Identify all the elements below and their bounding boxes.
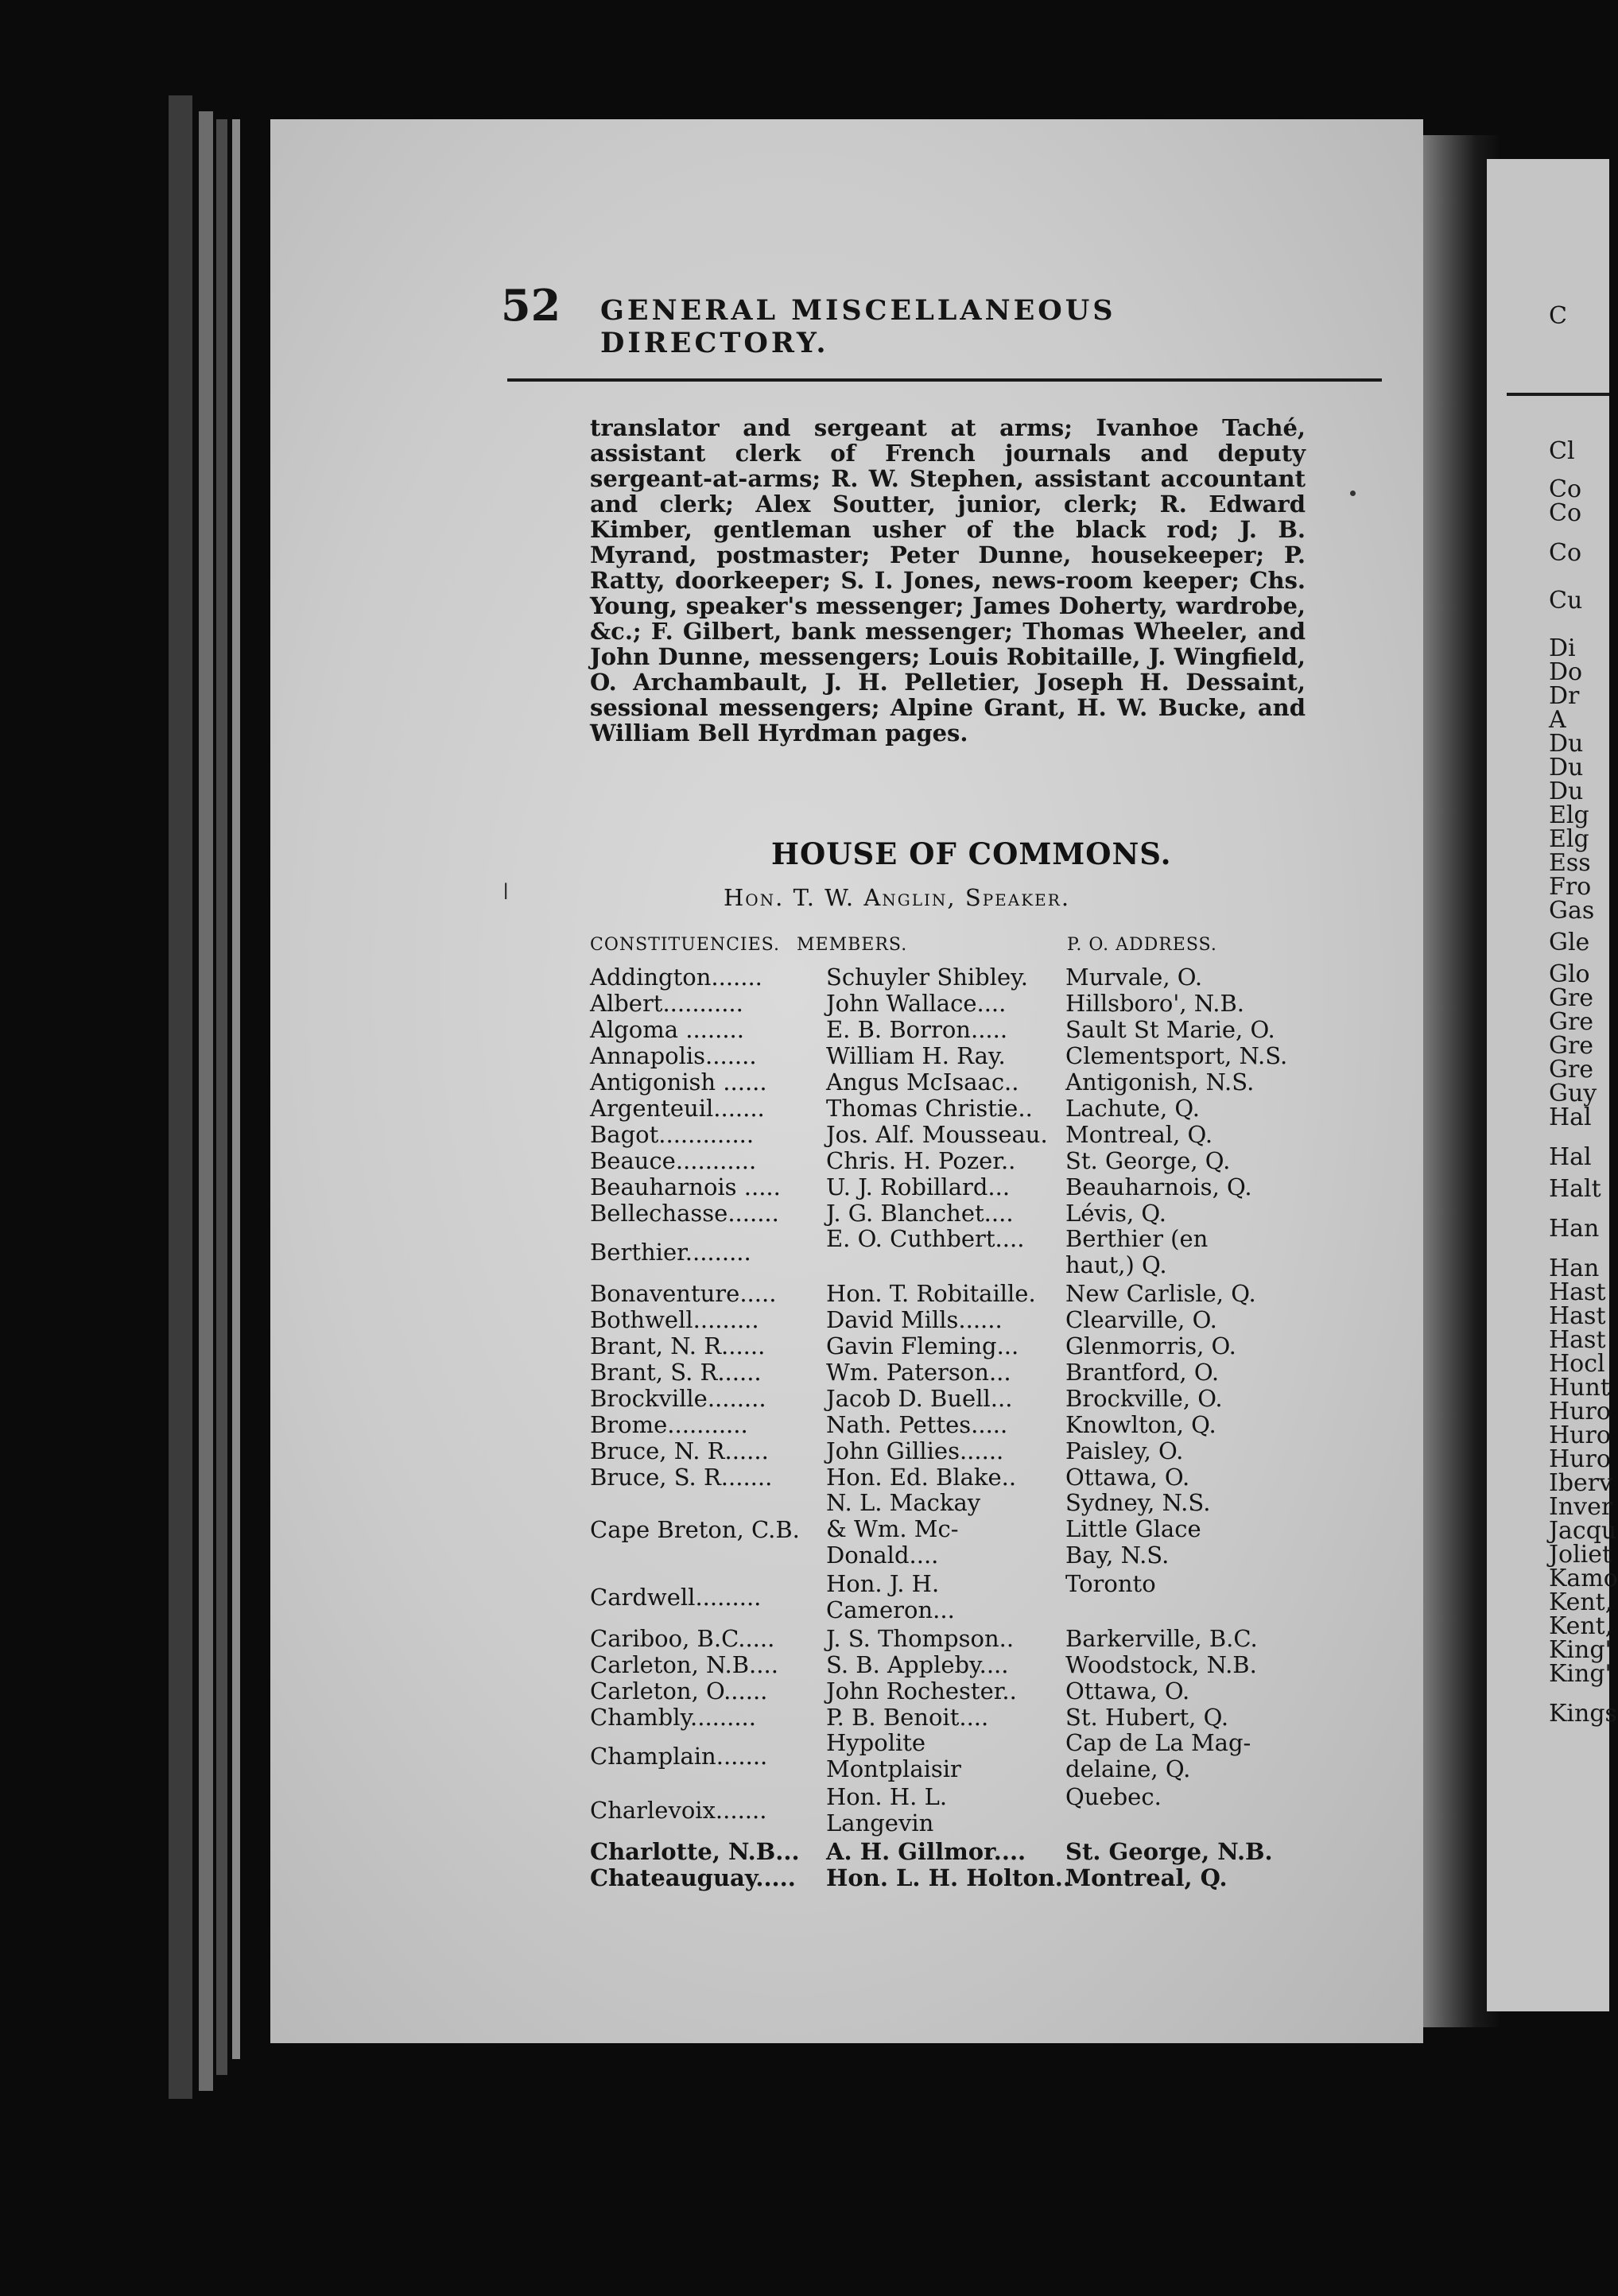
constituency-cell: Carleton, O......	[590, 1677, 768, 1705]
facing-page-fragment: Halt	[1549, 1175, 1601, 1203]
facing-page-fragment: Huro	[1549, 1421, 1611, 1449]
table-row	[590, 1121, 1306, 1147]
member-cell: Angus McIsaac..	[826, 1068, 1019, 1096]
facing-page-fragment: King'	[1549, 1660, 1612, 1688]
address-cell: New Carlisle, Q.	[1065, 1280, 1256, 1307]
column-header-constituencies: CONSTITUENCIES.	[590, 935, 780, 955]
ink-dot	[1350, 491, 1356, 496]
constituency-cell: Algoma ........	[590, 1016, 744, 1043]
table-row	[590, 1571, 1306, 1625]
facing-page-fragment: Hal	[1549, 1103, 1592, 1131]
facing-page-fragment: Hal	[1549, 1143, 1592, 1171]
address-cell: Beauharnois, Q.	[1065, 1173, 1252, 1200]
column-header-address: P. O. ADDRESS.	[1067, 935, 1217, 955]
table-row	[590, 1784, 1306, 1838]
constituency-cell: Addington.......	[590, 964, 762, 991]
section-title: HOUSE OF COMMONS.	[771, 836, 1172, 871]
member-cell: Jos. Alf. Mousseau.	[826, 1121, 1048, 1148]
facing-page-fragment: Inver	[1549, 1493, 1613, 1521]
facing-page-fragment: Co	[1549, 499, 1582, 527]
address-cell: Antigonish, N.S.	[1065, 1068, 1255, 1096]
table-row	[590, 1385, 1306, 1411]
table-row	[590, 1068, 1306, 1095]
address-cell: Sault St Marie, O.	[1065, 1016, 1275, 1043]
facing-page-fragment: Cl	[1549, 437, 1575, 465]
book-edge	[169, 95, 192, 2099]
constituency-cell: Bellechasse.......	[590, 1200, 779, 1227]
constituency-cell: Brant, S. R......	[590, 1359, 762, 1386]
table-row	[590, 1332, 1306, 1359]
facing-page-fragment: Gas	[1549, 897, 1595, 925]
running-head: GENERAL MISCELLANEOUS DIRECTORY.	[600, 294, 1116, 359]
member-cell: Hon. J. H. Cameron...	[826, 1570, 955, 1623]
address-cell: Montreal, Q.	[1065, 1864, 1228, 1891]
member-cell: Hon. H. L. Langevin	[826, 1783, 948, 1836]
facing-page-fragment: Hast	[1549, 1326, 1606, 1354]
address-cell: St. George, N.B.	[1065, 1838, 1273, 1865]
member-cell: David Mills......	[826, 1306, 1003, 1333]
facing-page-fragment: Gre	[1549, 984, 1594, 1012]
table-row	[590, 1147, 1306, 1173]
facing-page-fragment: Du	[1549, 778, 1584, 805]
table-row	[590, 1095, 1306, 1121]
constituency-cell: Bruce, N. R......	[590, 1437, 769, 1464]
table-row	[590, 1280, 1306, 1306]
member-cell: John Rochester..	[826, 1677, 1017, 1705]
member-cell: S. B. Appleby....	[826, 1651, 1009, 1678]
facing-page-fragment: Du	[1549, 730, 1584, 758]
constituency-cell: Cariboo, B.C.....	[590, 1625, 775, 1652]
facing-page-fragment: King'	[1549, 1636, 1612, 1664]
facing-page-fragment: Han	[1549, 1215, 1600, 1243]
address-cell: Glenmorris, O.	[1065, 1332, 1236, 1359]
address-cell: Woodstock, N.B.	[1065, 1651, 1257, 1678]
table-header	[590, 935, 1290, 967]
table-row	[590, 1016, 1306, 1042]
member-cell: Hon. T. Robitaille.	[826, 1280, 1036, 1307]
address-cell: Quebec.	[1065, 1783, 1162, 1810]
facing-page-fragment: Do	[1549, 658, 1583, 686]
constituency-cell: Argenteuil.......	[590, 1095, 765, 1122]
address-cell: Lachute, Q.	[1065, 1095, 1200, 1122]
address-cell: Clementsport, N.S.	[1065, 1042, 1288, 1069]
constituency-cell: Bruce, S. R.......	[590, 1464, 773, 1491]
facing-page-rule	[1507, 393, 1609, 396]
member-cell: Jacob D. Buell...	[826, 1385, 1013, 1412]
facing-page-fragment: Huro	[1549, 1398, 1611, 1425]
constituency-cell: Chambly.........	[590, 1704, 756, 1731]
member-cell: Hon. Ed. Blake..	[826, 1464, 1017, 1491]
facing-page-fragment: Fro	[1549, 873, 1592, 901]
address-cell: Ottawa, O.	[1065, 1464, 1190, 1491]
member-cell: Hon. L. H. Holton..	[826, 1864, 1071, 1891]
facing-page-fragment: Gre	[1549, 1032, 1594, 1060]
table-row	[590, 1200, 1306, 1226]
facing-page-fragment: Ess	[1549, 849, 1591, 877]
constituency-cell: Chateauguay.....	[590, 1864, 796, 1891]
table-row	[590, 1704, 1306, 1730]
table-row	[590, 1411, 1306, 1437]
constituency-cell: Brome...........	[590, 1411, 748, 1438]
facing-page-fragment: Cu	[1549, 587, 1583, 615]
facing-page-fragment: Iberv	[1549, 1469, 1613, 1497]
facing-page-fragment: Guy	[1549, 1080, 1597, 1107]
facing-page-fragment: C	[1549, 302, 1567, 330]
member-cell: John Gillies......	[826, 1437, 1004, 1464]
facing-page-fragment: Dr	[1549, 682, 1580, 710]
constituency-cell: Beauce...........	[590, 1147, 757, 1174]
facing-page-fragment: Huro	[1549, 1445, 1611, 1473]
facing-page-fragment: Joliet	[1549, 1541, 1612, 1569]
facing-page-fragment: Hast	[1549, 1278, 1606, 1306]
table-row	[590, 1651, 1306, 1677]
member-cell: E. B. Borron.....	[826, 1016, 1008, 1043]
table-row	[590, 1625, 1306, 1651]
facing-page-fragment: Elg	[1549, 825, 1589, 853]
facing-page-fragment: Glo	[1549, 960, 1590, 988]
facing-page-fragment: Jacqu	[1549, 1517, 1617, 1545]
address-cell: Ottawa, O.	[1065, 1677, 1190, 1705]
book-edge	[199, 111, 213, 2091]
address-cell: Montreal, Q.	[1065, 1121, 1213, 1148]
address-cell: Knowlton, Q.	[1065, 1411, 1216, 1438]
member-cell: Thomas Christie..	[826, 1095, 1033, 1122]
address-cell: Lévis, Q.	[1065, 1200, 1166, 1227]
member-cell: J. S. Thompson..	[826, 1625, 1015, 1652]
column-header-members: MEMBERS.	[797, 935, 908, 955]
member-cell: P. B. Benoit....	[826, 1704, 989, 1731]
member-cell: A. H. Gillmor....	[826, 1838, 1026, 1865]
table-row	[590, 1490, 1306, 1571]
member-cell: N. L. Mackay & Wm. Mc- Donald....	[826, 1489, 981, 1569]
constituency-cell: Brockville........	[590, 1385, 766, 1412]
header-rule	[507, 378, 1382, 382]
address-cell: Murvale, O.	[1065, 964, 1203, 991]
constituency-cell: Cape Breton, C.B.	[590, 1516, 800, 1543]
address-cell: Sydney, N.S. Little Glace Bay, N.S.	[1065, 1489, 1211, 1569]
constituency-cell: Berthier.........	[590, 1239, 751, 1266]
constituency-cell: Bagot.............	[590, 1121, 755, 1148]
facing-page-fragment: Elg	[1549, 801, 1589, 829]
constituency-cell: Albert...........	[590, 990, 743, 1017]
constituency-cell: Champlain.......	[590, 1743, 768, 1770]
facing-page-fragment: Di	[1549, 634, 1576, 662]
member-cell: Wm. Paterson...	[826, 1359, 1011, 1386]
member-cell: Nath. Pettes.....	[826, 1411, 1008, 1438]
book-edge	[232, 119, 240, 2059]
facing-page-fragment: A	[1549, 706, 1566, 734]
constituency-cell: Charlevoix.......	[590, 1797, 767, 1824]
address-cell: Clearville, O.	[1065, 1306, 1217, 1333]
facing-page-fragment: Han	[1549, 1255, 1600, 1282]
member-cell: Hypolite Montplaisir	[826, 1729, 961, 1782]
member-cell: Schuyler Shibley.	[826, 964, 1028, 991]
constituency-cell: Carleton, N.B....	[590, 1651, 778, 1678]
address-cell: Toronto	[1065, 1570, 1156, 1597]
constituency-cell: Cardwell.........	[590, 1584, 762, 1611]
member-cell: U. J. Robillard...	[826, 1173, 1011, 1200]
speaker-line: Hon. T. W. Anglin, Speaker.	[724, 884, 1071, 911]
facing-page-fragment: Kamo	[1549, 1565, 1618, 1592]
address-cell: Brockville, O.	[1065, 1385, 1223, 1412]
constituency-cell: Beauharnois .....	[590, 1173, 781, 1200]
facing-page-fragment: Kent,	[1549, 1612, 1613, 1640]
intro-paragraph: translator and sergeant at arms; Ivanhoe Taché, assistant clerk of French journals and deputy sergeant-at-arms; R. W. Stephen, assistant accountant and clerk; Alex Soutter, junior, clerk; R. Edward Kimber, gentleman usher of the black rod; J. B. Myrand, postmaster; Peter Dunne, housekeeper; P. Ratty, doorkeeper; S. I. Jones, news-room keeper; Chs. Young, speaker's messenger; James Doherty, wardrobe, &c.; F. Gilbert, bank messenger; Thomas Wheeler, and John Dunne, messengers; Louis Robitaille, J. Wingfield, O. Archambault, J. H. Pelletier, Joseph H. Dessaint, sessional messengers; Alpine Grant, H. W. Bucke, and William Bell Hyrdman pages.	[590, 414, 1306, 747]
page-number: 52	[501, 280, 561, 331]
table-row	[590, 1042, 1306, 1068]
table-row	[590, 1359, 1306, 1385]
constituency-cell: Charlotte, N.B...	[590, 1838, 800, 1865]
address-cell: Hillsboro', N.B.	[1065, 990, 1245, 1017]
constituency-cell: Antigonish ......	[590, 1068, 767, 1096]
member-cell: J. G. Blanchet....	[826, 1200, 1014, 1227]
constituency-cell: Annapolis.......	[590, 1042, 757, 1069]
constituency-cell: Brant, N. R......	[590, 1332, 766, 1359]
facing-page-fragment: Hunt	[1549, 1374, 1610, 1402]
table-row	[590, 1226, 1306, 1280]
member-cell: Gavin Fleming...	[826, 1332, 1019, 1359]
facing-page-fragment: Hast	[1549, 1302, 1606, 1330]
address-cell: St. Hubert, Q.	[1065, 1704, 1229, 1731]
address-cell: Barkerville, B.C.	[1065, 1625, 1258, 1652]
book-edge	[216, 119, 227, 2075]
table-row	[590, 1864, 1306, 1891]
member-cell: John Wallace....	[826, 990, 1007, 1017]
table-row	[590, 1464, 1306, 1490]
address-cell: St. George, Q.	[1065, 1147, 1231, 1174]
address-cell: Cap de La Mag- delaine, Q.	[1065, 1729, 1251, 1782]
table-row	[590, 990, 1306, 1016]
table-row	[590, 1437, 1306, 1464]
facing-page-fragment: Kings	[1549, 1700, 1617, 1728]
address-cell: Paisley, O.	[1065, 1437, 1184, 1464]
table-row	[590, 964, 1306, 990]
facing-page-fragment: Hocl	[1549, 1350, 1605, 1378]
margin-mark: ǀ	[502, 878, 510, 905]
facing-page-fragment: Du	[1549, 754, 1584, 781]
table-row	[590, 1838, 1306, 1864]
member-cell: E. O. Cuthbert....	[826, 1225, 1025, 1252]
address-cell: Berthier (en haut,) Q.	[1065, 1225, 1209, 1278]
member-cell: William H. Ray.	[826, 1042, 1006, 1069]
facing-page-fragment: Co	[1549, 539, 1582, 567]
members-table	[590, 964, 1306, 1891]
member-cell: Chris. H. Pozer..	[826, 1147, 1016, 1174]
page-header	[501, 280, 1304, 359]
table-row	[590, 1173, 1306, 1200]
facing-page-fragment: Kent,	[1549, 1588, 1613, 1616]
facing-page-fragment: Gre	[1549, 1056, 1594, 1084]
facing-page-fragment: Co	[1549, 475, 1582, 503]
facing-page-fragment: Gre	[1549, 1008, 1594, 1036]
facing-page-fragment: Gle	[1549, 929, 1590, 956]
table-row	[590, 1306, 1306, 1332]
constituency-cell: Bothwell.........	[590, 1306, 759, 1333]
address-cell: Brantford, O.	[1065, 1359, 1220, 1386]
constituency-cell: Bonaventure.....	[590, 1280, 777, 1307]
table-row	[590, 1730, 1306, 1784]
table-row	[590, 1677, 1306, 1704]
